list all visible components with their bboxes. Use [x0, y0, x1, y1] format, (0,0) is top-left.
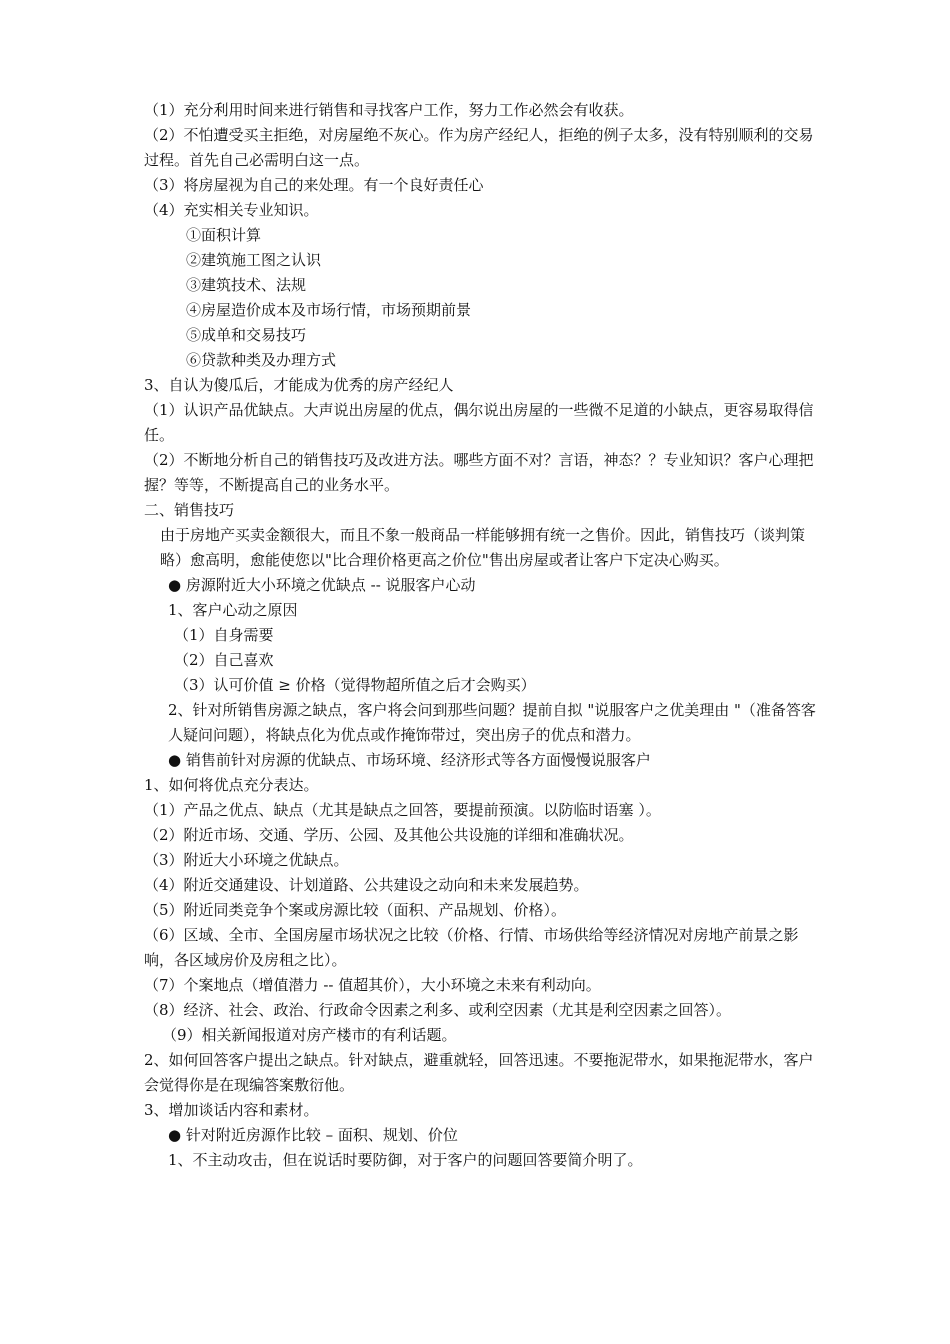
list-item-environment: （3）附近大小环境之优缺点。	[144, 851, 349, 869]
paragraph-2: （2）不怕遭受买主拒绝，对房屋绝不灰心。作为房产经纪人，拒绝的例子太多，没有特别顺利的交易过程。首先自己必需明白这一点。	[144, 126, 814, 169]
list-item-market-comparison: （6）区域、全市、全国房屋市场状况之比较（价格、行情、市场供给等经济情况对房地产前景之影响，各区域房价及房租之比）。	[144, 926, 799, 969]
list-item-construction-drawings: ②建筑施工图之认识	[186, 251, 322, 269]
section-heading-3: 3、自认为傻瓜后，才能成为优秀的房产经纪人	[144, 376, 454, 394]
list-item-area-calc: ①面积计算	[186, 226, 262, 244]
list-item-location: （7）个案地点（增值潜力 -- 值超其价），大小环境之未来有利动向。	[144, 976, 601, 994]
list-item-building-tech: ③建筑技术、法规	[186, 276, 307, 294]
paragraph-1: （1）充分利用时间来进行销售和寻找客户工作，努力工作必然会有收获。	[144, 101, 634, 119]
paragraph-answer-defects: 2、如何回答客户提出之缺点。针对缺点，避重就轻，回答迅速。不要拖泥带水，如果拖泥带水，客户会觉得你是在现编答案敷衍他。	[144, 1051, 814, 1094]
list-item-economic-factors: （8）经济、社会、政治、行政命令因素之利多、或利空因素（尤其是利空因素之回答）。	[144, 1001, 732, 1019]
paragraph-3: （3）将房屋视为自己的来处理。有一个良好责任心	[144, 176, 484, 194]
paragraph-sales-intro: 由于房地产买卖金额很大，而且不象一般商品一样能够拥有统一之售价。因此，销售技巧（谈判策略）愈高明，愈能使您以"比合理价格更高之价位"售出房屋或者让客户下定决心购买。	[160, 526, 806, 569]
bullet-environment: ● 房源附近大小环境之优缺点 -- 说服客户心动	[168, 576, 476, 594]
list-item-loan-types: ⑥贷款种类及办理方式	[186, 351, 337, 369]
list-item-own-like: （2）自己喜欢	[174, 651, 274, 669]
list-item-competition: （5）附近同类竞争个案或房源比较（面积、产品规划、价格）。	[144, 901, 567, 919]
list-item-traffic-construction: （4）附近交通建设、计划道路、公共建设之动向和未来发展趋势。	[144, 876, 589, 894]
list-item-product-pros-cons: （1）产品之优点、缺点（尤其是缺点之回答，要提前预演。以防临时语塞 ）。	[144, 801, 661, 819]
list-item-nearby-market: （2）附近市场、交通、学历、公园、及其他公共设施的详细和准确状况。	[144, 826, 634, 844]
list-item-cost-market: ④房屋造价成本及市场行情，市场预期前景	[186, 301, 472, 319]
list-item-deal-skills: ⑤成单和交易技巧	[186, 326, 307, 344]
bullet-compare-nearby: ● 针对附近房源作比较 – 面积、规划、价位	[168, 1126, 458, 1144]
paragraph-no-attack: 1、不主动攻击，但在说话时要防御，对于客户的问题回答要简介明了。	[168, 1151, 643, 1169]
subheading-express-strengths: 1、如何将优点充分表达。	[144, 776, 319, 794]
bullet-persuade: ● 销售前针对房源的优缺点、市场环境、经济形式等各方面慢慢说服客户	[168, 751, 651, 769]
subheading-conversation-material: 3、增加谈话内容和素材。	[144, 1101, 319, 1119]
paragraph-know-product: （1）认识产品优缺点。大声说出房屋的优点，偶尔说出房屋的一些微不足道的小缺点，更容易取得信任。	[144, 401, 814, 444]
paragraph-4: （4）充实相关专业知识。	[144, 201, 319, 219]
list-item-news: （9）相关新闻报道对房产楼市的有利话题。	[162, 1026, 457, 1044]
list-item-value-price: （3）认可价值 ≥ 价格（觉得物超所值之后才会购买）	[174, 676, 536, 694]
list-item-own-need: （1）自身需要	[174, 626, 274, 644]
subheading-customer-motivation: 1、客户心动之原因	[168, 601, 298, 619]
paragraph-analyze-skills: （2）不断地分析自己的销售技巧及改进方法。哪些方面不对？言语，神态？？专业知识？客户心理把握？等等，不断提高自己的业务水平。	[144, 451, 814, 494]
paragraph-handle-defects: 2、针对所销售房源之缺点，客户将会问到那些问题？提前自拟 "说服客户之优美理由 "（准备答客人疑问问题），将缺点化为优点或作掩饰带过，突出房子的优点和潜力。	[168, 701, 816, 744]
section-heading-sales-skills: 二、销售技巧	[144, 501, 235, 519]
document-body	[144, 98, 816, 1173]
